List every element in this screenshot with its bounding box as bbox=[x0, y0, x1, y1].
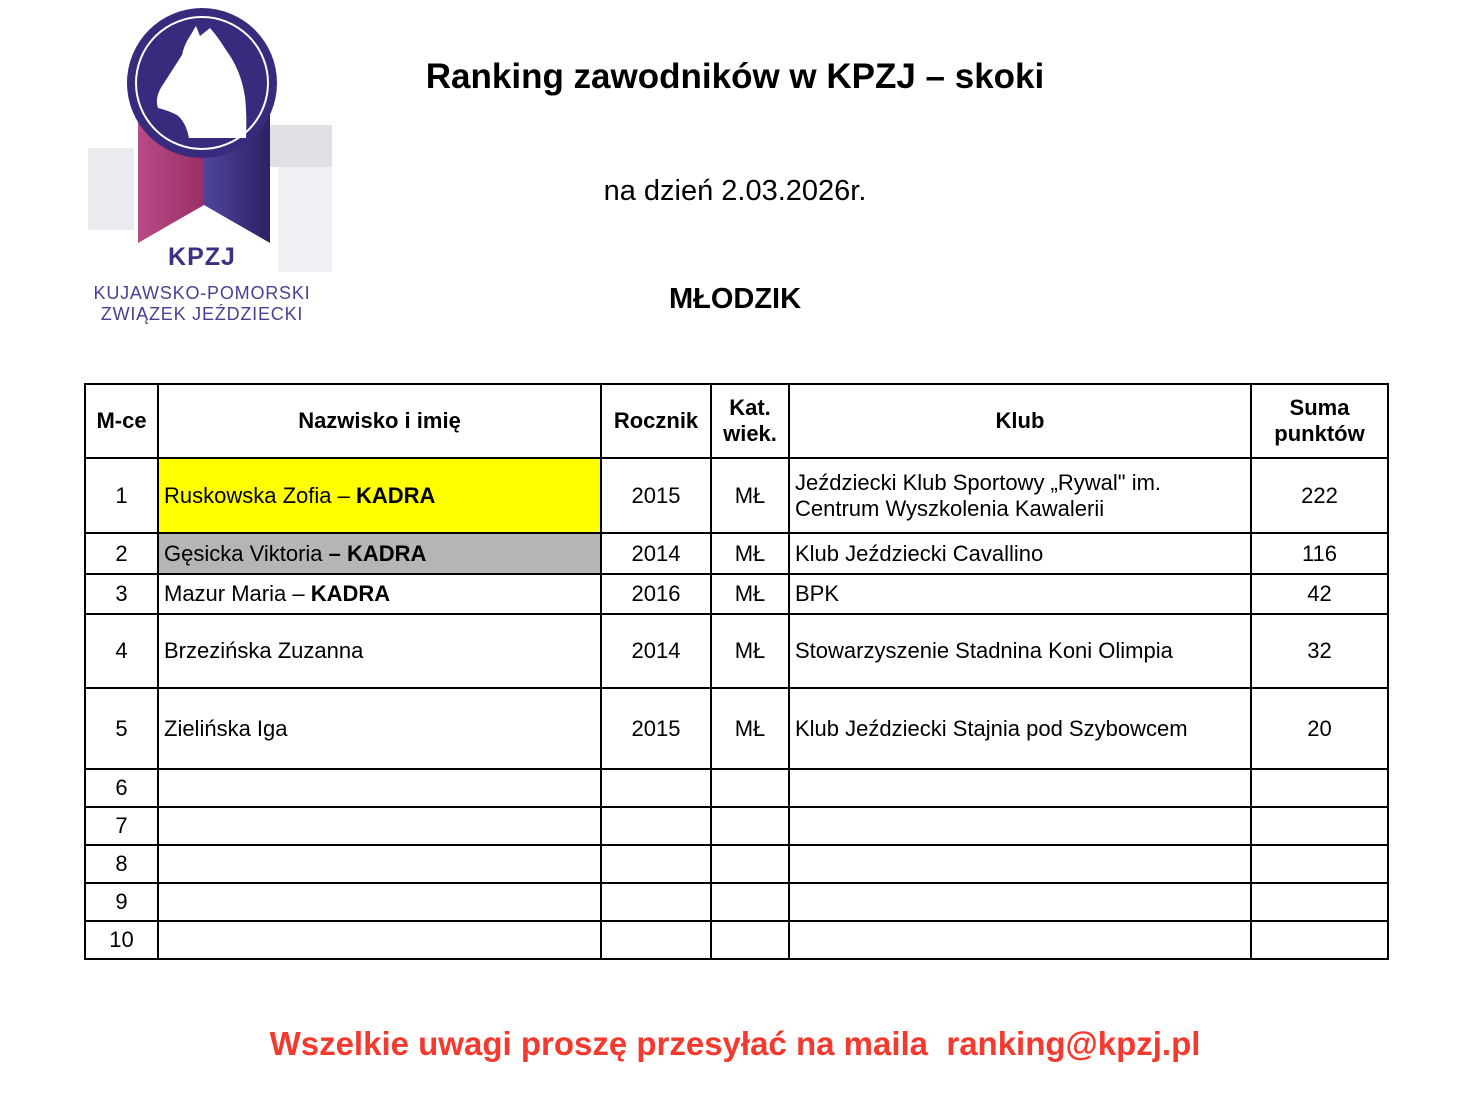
cell-year bbox=[601, 883, 711, 921]
cell-year: 2016 bbox=[601, 574, 711, 614]
cell-agecat bbox=[711, 921, 789, 959]
table-row bbox=[85, 883, 1388, 921]
cell-place: 2 bbox=[85, 533, 158, 574]
cell-year bbox=[601, 845, 711, 883]
rider-name: Mazur Maria – bbox=[164, 581, 311, 606]
cell-agecat bbox=[711, 845, 789, 883]
logo-acronym: KPZJ bbox=[168, 243, 236, 271]
col-header-agecat: Kat. wiek. bbox=[711, 384, 789, 458]
cell-agecat: MŁ bbox=[711, 533, 789, 574]
rider-name: Brzezińska Zuzanna bbox=[164, 638, 364, 663]
cell-name bbox=[158, 883, 601, 921]
cell-points bbox=[1251, 769, 1388, 807]
col-header-year: Rocznik bbox=[601, 384, 711, 458]
table-header-row bbox=[85, 384, 1388, 458]
cell-year: 2015 bbox=[601, 458, 711, 533]
cell-year bbox=[601, 807, 711, 845]
cell-agecat: MŁ bbox=[711, 458, 789, 533]
cell-place: 9 bbox=[85, 883, 158, 921]
cell-name bbox=[158, 458, 601, 533]
cell-name bbox=[158, 845, 601, 883]
cell-name bbox=[158, 614, 601, 688]
cell-points: 42 bbox=[1251, 574, 1388, 614]
cell-year: 2015 bbox=[601, 688, 711, 769]
cell-club bbox=[789, 769, 1251, 807]
cell-year: 2014 bbox=[601, 614, 711, 688]
table-row bbox=[85, 688, 1388, 769]
cell-agecat bbox=[711, 883, 789, 921]
category-title: MŁODZIK bbox=[668, 283, 802, 315]
cell-points bbox=[1251, 883, 1388, 921]
date-line: na dzień 2.03.2026r. bbox=[603, 175, 867, 207]
cell-place: 5 bbox=[85, 688, 158, 769]
table-row bbox=[85, 458, 1388, 533]
page-title: Ranking zawodników w KPZJ – skoki bbox=[425, 57, 1045, 96]
cell-year: 2014 bbox=[601, 533, 711, 574]
table-row bbox=[85, 769, 1388, 807]
table-row bbox=[85, 921, 1388, 959]
cell-points: 116 bbox=[1251, 533, 1388, 574]
cell-club: Klub Jeździecki Cavallino bbox=[789, 533, 1251, 574]
rider-name: Ruskowska Zofia – bbox=[164, 482, 356, 508]
kadra-flag: KADRA bbox=[310, 581, 391, 606]
cell-name bbox=[158, 807, 601, 845]
cell-place: 6 bbox=[85, 769, 158, 807]
cell-club: Klub Jeździecki Stajnia pod Szybowcem bbox=[789, 688, 1251, 769]
logo-org-line1: KUJAWSKO-POMORSKI bbox=[93, 283, 311, 303]
kpzj-medal-icon bbox=[85, 5, 335, 245]
cell-agecat: MŁ bbox=[711, 614, 789, 688]
table-row bbox=[85, 533, 1388, 574]
cell-agecat bbox=[711, 807, 789, 845]
table-row bbox=[85, 845, 1388, 883]
cell-points bbox=[1251, 921, 1388, 959]
footer-note: Wszelkie uwagi proszę przesyłać na maila ranking@kpzj.pl bbox=[269, 1025, 1201, 1062]
table-row bbox=[85, 614, 1388, 688]
cell-points bbox=[1251, 807, 1388, 845]
cell-points: 20 bbox=[1251, 688, 1388, 769]
kadra-flag: – KADRA bbox=[328, 540, 427, 566]
cell-name bbox=[158, 769, 601, 807]
col-header-name: Nazwisko i imię bbox=[158, 384, 601, 458]
cell-agecat bbox=[711, 769, 789, 807]
cell-club bbox=[789, 807, 1251, 845]
cell-club bbox=[789, 845, 1251, 883]
table-row bbox=[85, 807, 1388, 845]
cell-name bbox=[158, 921, 601, 959]
cell-points: 222 bbox=[1251, 458, 1388, 533]
col-header-points: Suma punktów bbox=[1251, 384, 1388, 458]
cell-agecat: MŁ bbox=[711, 688, 789, 769]
cell-place: 3 bbox=[85, 574, 158, 614]
cell-agecat: MŁ bbox=[711, 574, 789, 614]
cell-points bbox=[1251, 845, 1388, 883]
cell-place: 10 bbox=[85, 921, 158, 959]
rider-name: Gęsicka Viktoria bbox=[164, 540, 329, 566]
ranking-table bbox=[84, 383, 1389, 960]
cell-club: Jeździecki Klub Sportowy „Rywal" im. Centrum Wyszkolenia Kawalerii bbox=[789, 458, 1251, 533]
cell-name bbox=[158, 688, 601, 769]
cell-points: 32 bbox=[1251, 614, 1388, 688]
cell-place: 8 bbox=[85, 845, 158, 883]
cell-club: BPK bbox=[789, 574, 1251, 614]
cell-club: Stowarzyszenie Stadnina Koni Olimpia bbox=[789, 614, 1251, 688]
logo-org-line2: ZWIĄZEK JEŹDZIECKI bbox=[100, 304, 304, 324]
table-row bbox=[85, 574, 1388, 614]
cell-place: 1 bbox=[85, 458, 158, 533]
cell-club bbox=[789, 883, 1251, 921]
cell-club bbox=[789, 921, 1251, 959]
col-header-club: Klub bbox=[789, 384, 1251, 458]
cell-year bbox=[601, 921, 711, 959]
kadra-flag: KADRA bbox=[355, 482, 436, 508]
col-header-place: M-ce bbox=[85, 384, 158, 458]
cell-place: 7 bbox=[85, 807, 158, 845]
cell-name bbox=[158, 533, 601, 574]
cell-name bbox=[158, 574, 601, 614]
rider-name: Zielińska Iga bbox=[164, 715, 288, 741]
cell-place: 4 bbox=[85, 614, 158, 688]
cell-year bbox=[601, 769, 711, 807]
